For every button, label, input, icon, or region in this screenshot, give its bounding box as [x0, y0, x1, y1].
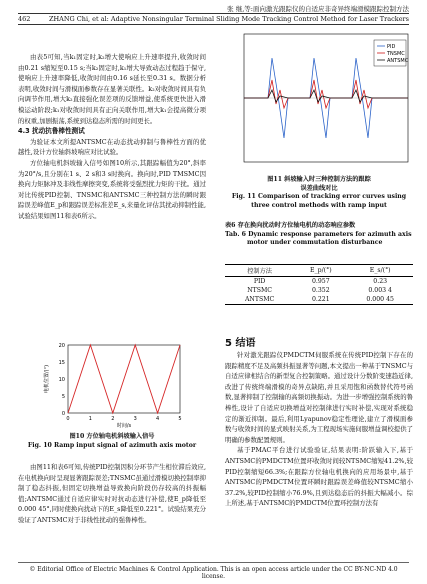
fig10-xtick: 4	[156, 416, 160, 422]
table6-header-ep: E_p/(°)	[294, 265, 347, 277]
table-cell: 0.003 4	[368, 287, 392, 294]
left-column-bottom	[18, 462, 206, 526]
fig11-caption-en2: three control methods with ramp input	[251, 201, 387, 209]
fig10-caption-cn: 图10 方位轴电机斜坡输入信号	[69, 433, 155, 440]
legend-pid: PID	[387, 44, 396, 50]
header-rule	[18, 13, 409, 14]
fig10-caption-en: Fig. 10 Ramp input signal of azimuth axis motor	[27, 441, 197, 449]
right-column-conclusion	[225, 350, 413, 509]
footer-rule	[18, 562, 409, 563]
table-cell: PID	[253, 278, 266, 285]
table6-title-en1: Tab. 6 Dynamic response parameters for azimuth axis	[225, 230, 412, 238]
fig10-ytick: 20	[58, 343, 65, 349]
table-cell: ANTSMC	[225, 295, 294, 305]
table-cell: 0.23	[373, 278, 388, 285]
license-footer: © Editorial Office of Electric Machines & Control Application. This is an open access article under the CC BY-NC-ND 4.0 license.	[29, 566, 398, 580]
table-6	[225, 264, 413, 305]
fig10-ytick: 10	[58, 377, 65, 383]
table-6-title	[225, 222, 413, 248]
fig10-ytick: 15	[58, 360, 65, 366]
table-cell: 0.957	[311, 278, 330, 285]
table-row	[225, 286, 413, 295]
running-head-title: 张 继,等:面向激光跟踪仪的自适应非奇异终端滑模跟踪控制方法	[227, 5, 409, 13]
fig10-xtick: 3	[133, 416, 137, 422]
paragraph-robustness-intro: 为验证本文所提ANTSMC在动态扰动抑制与鲁棒性方面的优越性,设计方位轴斜坡响应对比试验。	[18, 137, 206, 157]
legend-antsmc: ANTSMC	[387, 58, 409, 64]
figure-11-caption	[225, 176, 413, 210]
table-row	[225, 295, 413, 305]
table6-header-es: E_s/(°)	[347, 265, 413, 277]
figure-10-caption	[18, 433, 206, 450]
left-column-top	[18, 52, 206, 222]
table-row	[225, 277, 413, 287]
section-heading-5: 5 结语	[225, 338, 256, 349]
fig10-xtick: 1	[88, 416, 92, 422]
fig11-caption-en1: Fig. 11 Comparison of tracking error curves using	[231, 193, 407, 200]
tnsmc-error-curve	[244, 80, 408, 108]
figure-10-ramp-plot	[40, 339, 190, 429]
table-cell: 0.352	[311, 287, 330, 294]
section-heading-4-3: 4.3 扰动抗鲁棒性测试	[18, 127, 85, 136]
fig10-xtick: 5	[178, 416, 182, 422]
fig11-caption-cn1: 图11 斜坡输入时三种控制方法的跟踪	[267, 176, 371, 183]
legend-tnsmc: TNSMC	[387, 51, 405, 57]
table6-header-method: 控制方法	[225, 265, 294, 277]
table6-title-en2: motor under commutation disturbance	[247, 239, 383, 246]
fig10-xlabel: 时间/s	[116, 423, 132, 429]
paragraph-results: 由图11和表6可知,传统PID控制因积分环节产生相位滞后效应,在电机换向时呈现显著跟踪误差;TNSMC虽通过滑模切换控制率抑制了稳态抖振,但固定切换增益导致换向阶段仍存较高的抖振幅值;ANTSMC通过自适应律实时对抗动态进行补偿,使E_p降低至0.000 45°,同时使换向扰动下的E_s降低至0.221°。试验结果充分验证了ANTSMC对于非线性扰动的强鲁棒性。	[18, 463, 206, 524]
fig10-xtick: 0	[66, 416, 70, 422]
header-rule-2	[18, 24, 409, 25]
page-number: 462	[18, 15, 31, 23]
fig10-ylabel: 电机位置/(°)	[44, 364, 50, 394]
table6-title-cn: 表6 存在换向扰动时方位轴电机的动态响应参数	[225, 222, 356, 229]
table-cell: 0.000 45	[347, 295, 413, 305]
paragraph-ramp-test: 方位轴电机斜坡输入信号如图10所示,其跟踪幅值为20°,斜率为20°/s,且分别在1 s、2 s和3 s时换向。换向时,PID TMSMC因换向力矩脉冲及非线性摩擦突变,系统将受强烈扰力矩的干扰。通过对比传统PID控制、TNSMC和ANTSMC三种控制方法的瞬时跟踪误差峰值E_p和跟踪误差标准差E_s,来量化评估其扰动抑制性能,试验结果如图11和表6所示。	[18, 158, 206, 220]
fig10-xtick: 2	[111, 416, 115, 422]
table-cell: NTSMC	[247, 287, 273, 294]
running-head-journal: ZHANG Chi, et al: Adaptive Nonsingular Terminal Sliding Mode Tracking Control Method for Laser Trackers	[48, 15, 409, 23]
fig10-ytick: 0	[61, 411, 65, 417]
figure-11-error-plot	[228, 30, 413, 172]
paragraph-conclusion-2: 基于PMAC平台进行试验验证,结果表明:阶跃输入下,基于ANTSMC的PMDCTM位置环收敛时间较NTSMC缩短41.2%,较PID控制缩短66.3%;在跟踪方位轴电机换向的应用场景中,基于ANTSMC的PMDCTM位置环瞬时跟踪误差峰值较NTSMC缩小37.2%,较PID控制缩小76.9%,且到达稳态后的抖振大幅减小。综上所述,基于ANTSMC的PMDCTM位置环控制方法有	[225, 446, 413, 508]
fig11-caption-cn2: 误差曲线对比	[300, 184, 338, 192]
fig10-ytick: 5	[61, 394, 65, 400]
table-cell: 0.221	[294, 295, 347, 305]
paragraph-convergence: 由表5可知,当k₁固定时,k₂增大使响应上升速率提升,收敛时间由0.21 s缩短至0.15 s;当k₂固定时,k₁增大导致动态过程趋于保守,使响应上升速率降低,收敛时间由0.16 s延长至0.31 s。数据分析表明,收敛时间与滑模面参数存在显著关联性。k₂对收敛时间具有负向调节作用,增大k₂直接强化误差项的反馈增益,使系统更快进入滑模运动阶段;k₁对收敛时间具有正向关联作用,增大k₁会提高微分项的权重,加剧振荡,系统到达稳态所需的时间更长。	[18, 53, 206, 125]
paragraph-conclusion-1: 针对激光跟踪仪PMDCTM伺服系统在传统PID控制下存在的跟踪精度不足及高频抖振显著等问题,本文提出一种基于TNSMC与自适应律相结合的新型复合控制策略。通过设计分数阶变速趋近律,改进了传统终端滑模的奇异点缺陷,并且采用饱和函数替代符号函数,显著抑制了控制输的高频切换振动。为进一步增强控制系统的鲁棒性,设计了自适应切换增益对控制律进行实时补偿,实现对系统稳定的渐近抑制。最后,利用Lyapunov稳定性理论,建立了滑模面参数与收敛时间的显式映射关系,为工程现场实施伺服增益调校提供了明确的参数配置规则。	[225, 351, 413, 444]
